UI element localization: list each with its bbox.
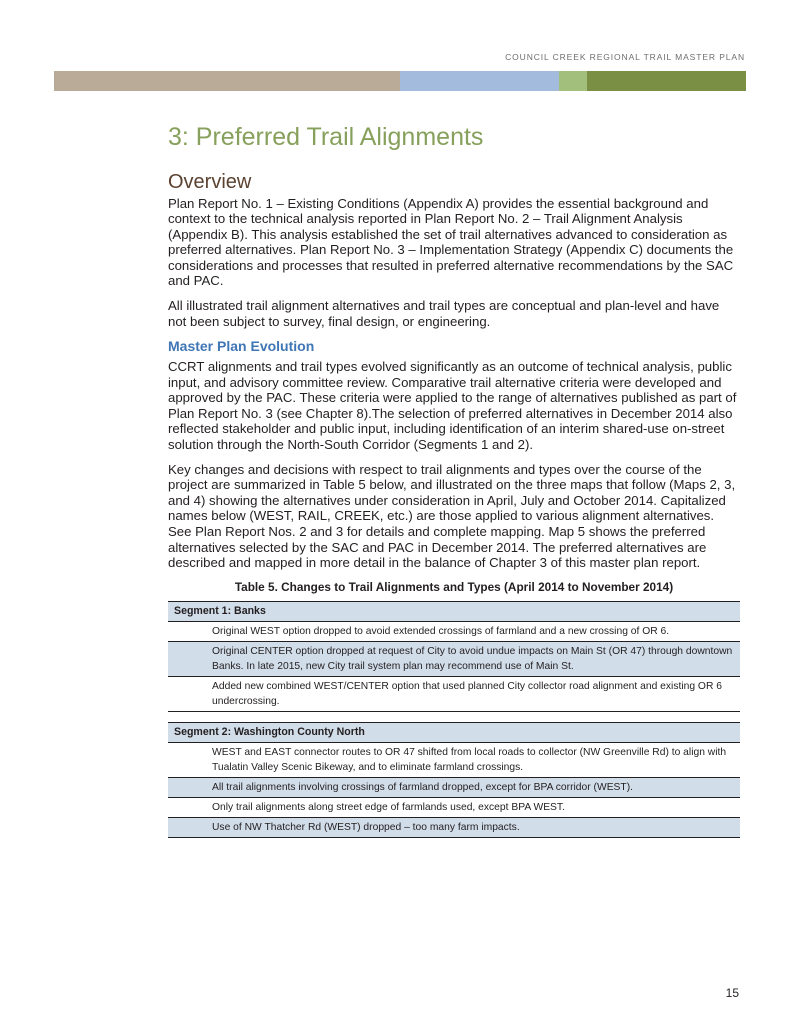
table-cell: Only trail alignments along street edge of farmlands used, except BPA WEST. bbox=[168, 797, 740, 817]
header-color-band bbox=[54, 71, 746, 91]
page-content bbox=[168, 124, 740, 838]
table-cell: Added new combined WEST/CENTER option that used planned City collector road alignment and existing OR 6 undercrossing. bbox=[168, 676, 740, 711]
overview-paragraph-2: All illustrated trail alignment alternatives and trail types are conceptual and plan-level and have not been subject to survey, final design, or engineering. bbox=[168, 298, 720, 329]
table-cell: All trail alignments involving crossings of farmland dropped, except for BPA corridor (WEST). bbox=[168, 777, 740, 797]
segment-header bbox=[168, 722, 740, 742]
evolution-paragraph-2: Key changes and decisions with respect to trail alignments and types over the course of the project are summarized in Table 5 below, and illustrated on the three maps that follow (Maps 2, 3, and 4) showing the alternatives under consideration in April, July and October 2014. Capitalized names below (WEST, RAIL, CREEK, etc.) are those applied to various alignment alternatives. See Plan Report Nos. 2 and 3 for details and complete mapping. Map 5 shows the preferred alternatives selected by the SAC and PAC in December 2014. The preferred alternatives are described and mapped in more detail in the balance of Chapter 3 of this master plan report. bbox=[168, 461, 736, 571]
table-cell: Original CENTER option dropped at request of City to avoid undue impacts on Main St (OR 47) through downtown Banks. In late 2015, new City trail system plan may recommend use of Main St. bbox=[168, 641, 740, 676]
table-row bbox=[168, 797, 740, 817]
page-number: 15 bbox=[725, 986, 739, 1000]
overview-paragraph-1: Plan Report No. 1 – Existing Conditions (Appendix A) provides the essential background and context to the technical analysis reported in Plan Report No. 2 – Trail Alignment Analysis (Appendix B). This analysis established the set of trail alternatives advanced to consideration as preferred alternatives. Plan Report No. 3 – Implementation Strategy (Appendix C) documents the considerations and processes that resulted in preferred alternative recommendations by the SAC and PAC. bbox=[168, 195, 734, 289]
table-cell: WEST and EAST connector routes to OR 47 shifted from local roads to collector (NW Greenville Rd) to align with Tualatin Valley Scenic Bikeway, and to eliminate farmland crossings. bbox=[168, 742, 740, 777]
segment-title: Segment 2: Washington County North bbox=[168, 722, 740, 742]
segment-title: Segment 1: Banks bbox=[168, 601, 740, 621]
table-cell: Original WEST option dropped to avoid extended crossings of farmland and a new crossing of OR 6. bbox=[168, 621, 740, 641]
table-spacer bbox=[168, 711, 740, 722]
band-segment-blue bbox=[400, 71, 559, 91]
band-segment-taupe bbox=[54, 71, 400, 91]
evolution-paragraph-1: CCRT alignments and trail types evolved significantly as an outcome of technical analysis, public input, and advisory committee review. Comparative trail alternative criteria were developed and approved by the PAC. These criteria were applied to the range of alternatives published as part of Plan Report No. 3 (see Chapter 8).The selection of preferred alternatives in December 2014 also reflected stakeholder and public input, including identification of an interim shared-use on-street solution through the North-South Corridor (Segments 1 and 2). bbox=[168, 359, 737, 453]
running-header: COUNCIL CREEK REGIONAL TRAIL MASTER PLAN bbox=[505, 52, 745, 62]
changes-table bbox=[168, 601, 740, 838]
overview-heading: Overview bbox=[168, 170, 252, 193]
table-row bbox=[168, 742, 740, 777]
chapter-title: 3: Preferred Trail Alignments bbox=[168, 123, 484, 151]
table-row bbox=[168, 641, 740, 676]
band-segment-light-green bbox=[559, 71, 587, 91]
table-row bbox=[168, 817, 740, 837]
table-row bbox=[168, 621, 740, 641]
table-cell: Use of NW Thatcher Rd (WEST) dropped – too many farm impacts. bbox=[168, 817, 740, 837]
table-caption: Table 5. Changes to Trail Alignments and Types (April 2014 to November 2014) bbox=[234, 579, 674, 594]
band-segment-olive bbox=[587, 71, 746, 91]
segment-header bbox=[168, 601, 740, 621]
table-row bbox=[168, 676, 740, 711]
evolution-heading: Master Plan Evolution bbox=[168, 338, 315, 355]
table-row bbox=[168, 777, 740, 797]
